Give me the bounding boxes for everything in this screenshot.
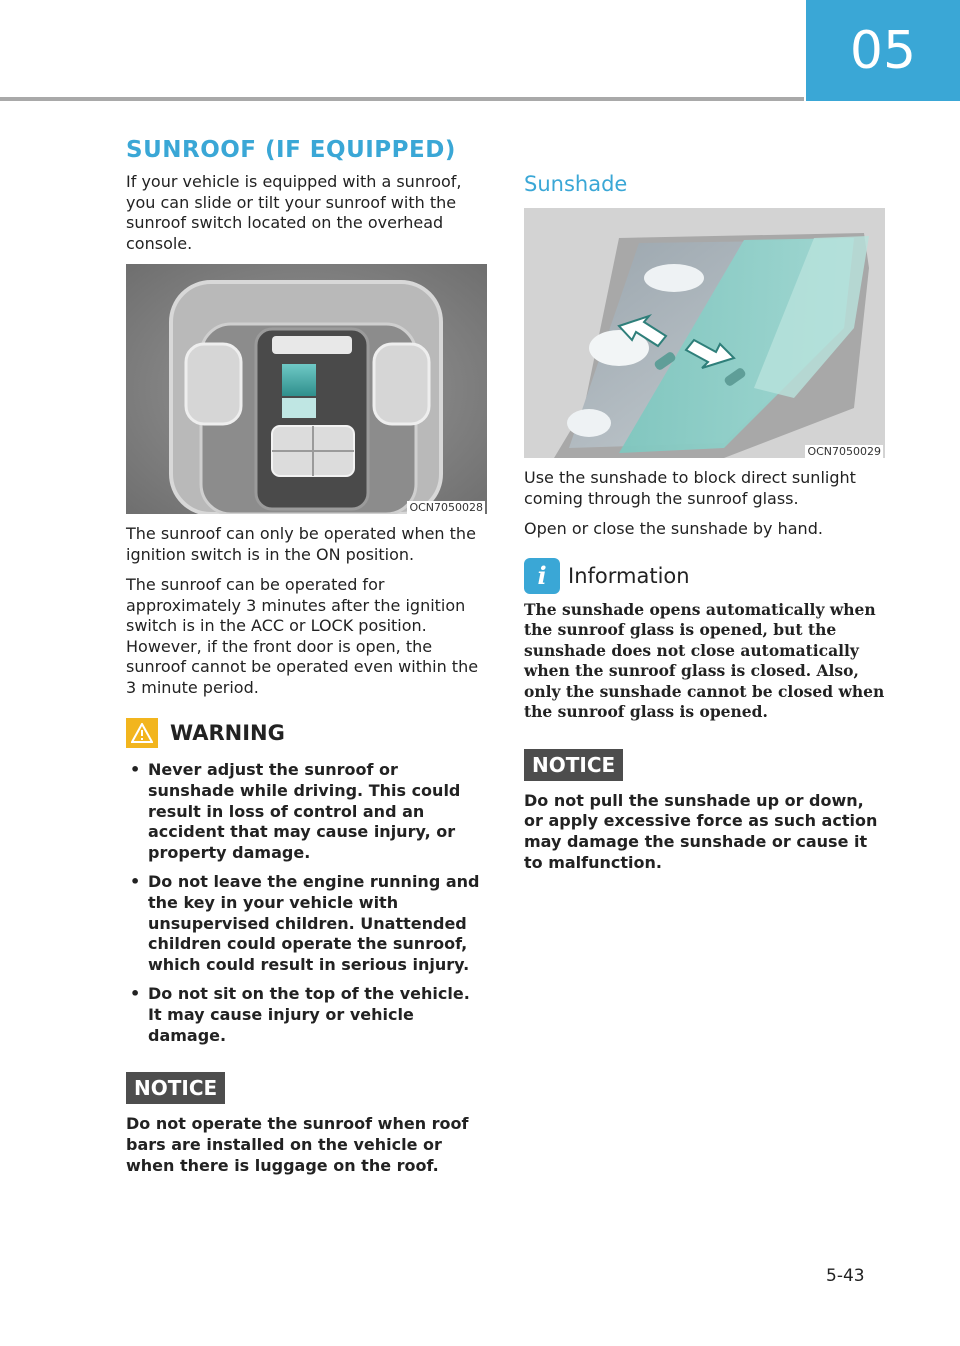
right-column: [524, 172, 886, 874]
sunshade-illustration: [524, 208, 885, 458]
warning-title: WARNING: [170, 721, 285, 745]
page-number: 5-43: [826, 1266, 865, 1286]
warning-heading: [126, 718, 488, 748]
warning-icon: [126, 718, 158, 748]
sunshade-image: [524, 208, 885, 458]
info-text: The sunshade opens automatically when the sunroof glass is opened, but the sunshade does not close automatically when the sunroof glass is closed. Also, only the sunshade cannot be closed when the sunroof glass is opened.: [524, 599, 885, 721]
chapter-tab: [806, 0, 960, 101]
header-rule: [0, 97, 804, 101]
warning-item: • Never adjust the sunroof or sunshade while driving. This could result in loss of control and an accident that may cause injury, or property damage.: [126, 760, 488, 864]
info-heading: [524, 558, 886, 594]
notice-badge: NOTICE: [126, 1072, 225, 1104]
notice-text: Do not pull the sunshade up or down, or apply excessive force as such action may damage the sunshade or cause it to malfunction.: [524, 790, 878, 872]
notice-text: Do not operate the sunroof when roof bars are installed on the vehicle or when there is luggage on the roof.: [126, 1114, 469, 1175]
warning-item: • Do not leave the engine running and the key in your vehicle with unsupervised children. Unattended children could operate the sunroof, which could result in serious injury.: [126, 872, 488, 976]
section-title: SUNROOF (IF EQUIPPED): [126, 137, 456, 163]
left-column: [126, 172, 488, 1177]
overhead-console-illustration: [126, 264, 487, 514]
ignition-text: The sunroof can only be operated when the ignition switch is in the ON position.: [126, 524, 476, 564]
sunshade-text-2: Open or close the sunshade by hand.: [524, 519, 823, 538]
sunshade-text-1: Use the sunshade to block direct sunlight coming through the sunroof glass.: [524, 468, 856, 508]
timer-text: The sunroof can be operated for approximately 3 minutes after the ignition switch is in the ACC or LOCK position. However, if the front door is open, the sunroof cannot be operated even within the 3 minute period.: [126, 575, 479, 697]
sunshade-title: Sunshade: [524, 172, 628, 196]
info-icon: i: [524, 558, 560, 594]
chapter-number: 05: [849, 20, 917, 81]
warning-list: [126, 760, 488, 1046]
notice-badge: NOTICE: [524, 749, 623, 781]
intro-text: If your vehicle is equipped with a sunroof, you can slide or tilt your sunroof with the sunroof switch located on the overhead console.: [126, 172, 462, 253]
image-code: OCN7050029: [807, 445, 881, 458]
overhead-console-image: [126, 264, 487, 514]
info-title: Information: [568, 563, 690, 588]
warning-item: • Do not sit on the top of the vehicle. It may cause injury or vehicle damage.: [126, 984, 488, 1046]
image-code: OCN7050028: [409, 501, 483, 514]
